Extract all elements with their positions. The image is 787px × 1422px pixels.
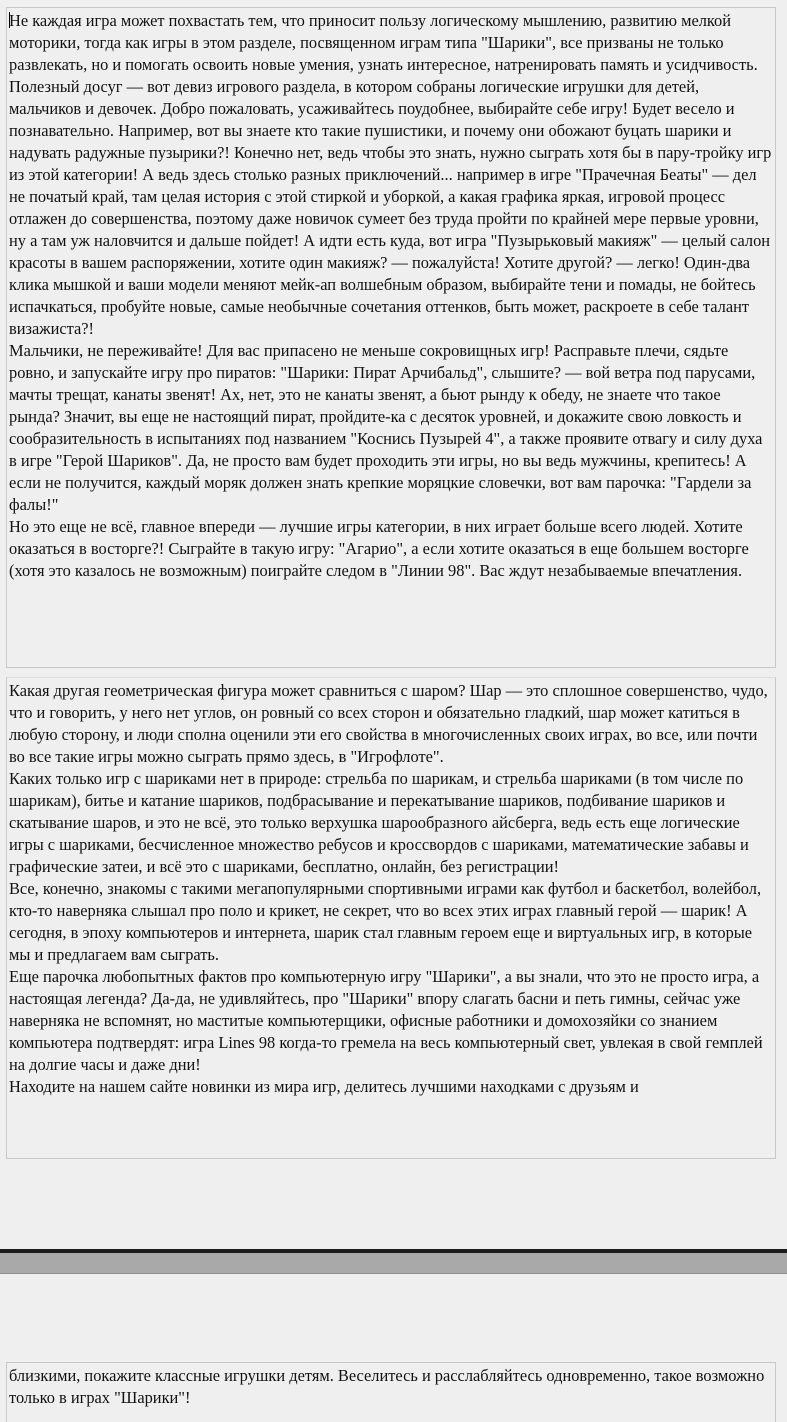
paragraph: Находите на нашем сайте новинки из мира игр, делитесь лучшими находками с друзьям и: [9, 1077, 639, 1096]
paragraph: Каких только игр с шариками нет в природе: стрельба по шарикам, и стрельба шариками (в том числе по шарикам), битье и катание шариков, подбрасывание и перекатывание шариков, подбивание шариков и скатывание шаров, и это не всё, это только верхушка шарообразного айсберга, ведь есть еще логические игры с шариками, бесчисленное множество ребусов и кроссвордов с шариками, математические забавы и графические затеи, и всё это с шариками, бесплатно, онлайн, без регистрации!: [9, 769, 749, 876]
paragraph: близкими, покажите классные игрушки детям. Веселитесь и расслабляйтесь одновременно, такое возможно только в играх "Шарики"!: [9, 1366, 765, 1407]
description-text-block-1[interactable]: [6, 7, 776, 668]
description-text-block-3[interactable]: [6, 1362, 776, 1422]
paragraph: Но это еще не всё, главное впереди — лучшие игры категории, в них играет больше всего людей. Хотите оказаться в восторге?! Сыграйте в такую игру: "Агарио", а если хотите оказаться в еще большем восторге (хотя это казалось не возможным) поиграйте следом в "Линии 98". Вас ждут незабываемые впечатления.: [9, 517, 749, 580]
paragraph: Мальчики, не переживайте! Для вас припасено не меньше сокровищных игр! Расправьте плечи, сядьте ровно, и запускайте игру про пиратов: "Шарики: Пират Арчибальд", слышите? — вой ветра под парусами, мачты трещат, канаты звенят! Ах, нет, это не канаты звенят, а бьют рынду к обеду, не знаете что такое рында? Значит, вы еще не настоящий пират, пройдите-ка с десяток уровней, и докажите свою ловкость и сообразительность в испытаниях под названием "Коснись Пузырей 4", а также проявите отвагу и силу духа в игре "Герой Шариков". Да, не просто вам будет проходить эти игры, но вы ведь мужчины, крепитесь! А если не получится, каждый моряк должен знать крепкие моряцкие словечки, вот вам парочка: "Гардели за фалы!": [9, 341, 763, 514]
paragraph: Не каждая игра может похвастать тем, что приносит пользу логическому мышлению, развитию мелкой моторики, тогда как игры в этом разделе, посвященном играм типа "Шарики", все призваны не только развлекать, но и помогать освоить новые умения, узнать интересное, натренировать память и усидчивость. Полезный досуг — вот девиз игрового раздела, в котором собраны логические игрушки для детей, мальчиков и девочек. Добро пожаловать, усаживайтесь поудобнее, выбирайте себе игру! Будет весело и познавательно. Например, вот вы знаете кто такие пушистики, и почему они обожают буцать шарики и надувать радужные пузырики?! Конечно нет, ведь чтобы это знать, нужно сыграть хотя бы в пару-тройку игр из этой категории! А ведь здесь столько разных приключений... например в игре "Прачечная Беаты" — дел не початый край, там целая история с этой стиркой и уборкой, а какая графика яркая, игровой процесс отлажен до совершенства, поэтому даже новичок сумеет без труда пройти по крайней мере первые уровни, ну а там уж наловчится и дальше пойдет! А идти есть куда, вот игра "Пузырьковый макияж" — целый салон красоты в вашем распоряжении, хотите один макияж? — пожалуйста! Хотите другой? — легко! Один-два клика мышкой и ваши модели меняют мейк-ап волшебным образом, выбирайте тени и помады, не бойтесь испачкаться, пробуйте новые, самые необычные сочетания оттенков, быть может, раскроете в себе талант визажиста?!: [9, 11, 772, 338]
paragraph: Все, конечно, знакомы с такими мегапопулярными спортивными играми как футбол и баскетбол, волейбол, кто-то наверняка слышал про поло и крикет, не секрет, что во всех этих играх главный герой — шарик! А сегодня, в эпоху компьютеров и интернета, шарик стал главным героем еще и виртуальных игр, в которые мы и предлагаем вам сыграть.: [9, 879, 762, 964]
page-gap-band: [0, 1253, 787, 1274]
paragraph: Еще парочка любопытных фактов про компьютерную игру "Шарики", а вы знали, что это не просто игра, а настоящая легенда? Да-да, не удивляйтесь, про "Шарики" впору слагать басни и петь гимны, сейчас уже наверняка не вспомнят, но маститые компьютерщики, офисные работники и домохозяйки со знанием компьютера подтвердят: игра Lines 98 когда-то гремела на весь компьютерный свет, увлекая в свой гемплей на долгие часы и даже дни!: [9, 967, 763, 1074]
paragraph: Какая другая геометрическая фигура может сравниться с шаром? Шар — это сплошное совершенство, чудо, что и говорить, у него нет углов, он ровный со всех сторон и обязательно гладкий, шар может катиться в любую сторону, и люди сполна оценили эти его свойства в многочисленных своих играх, во все, или почти во все такие игры можно сыграть прямо здесь, в "Игрофлоте".: [9, 681, 768, 766]
description-text-block-2[interactable]: [6, 677, 776, 1159]
